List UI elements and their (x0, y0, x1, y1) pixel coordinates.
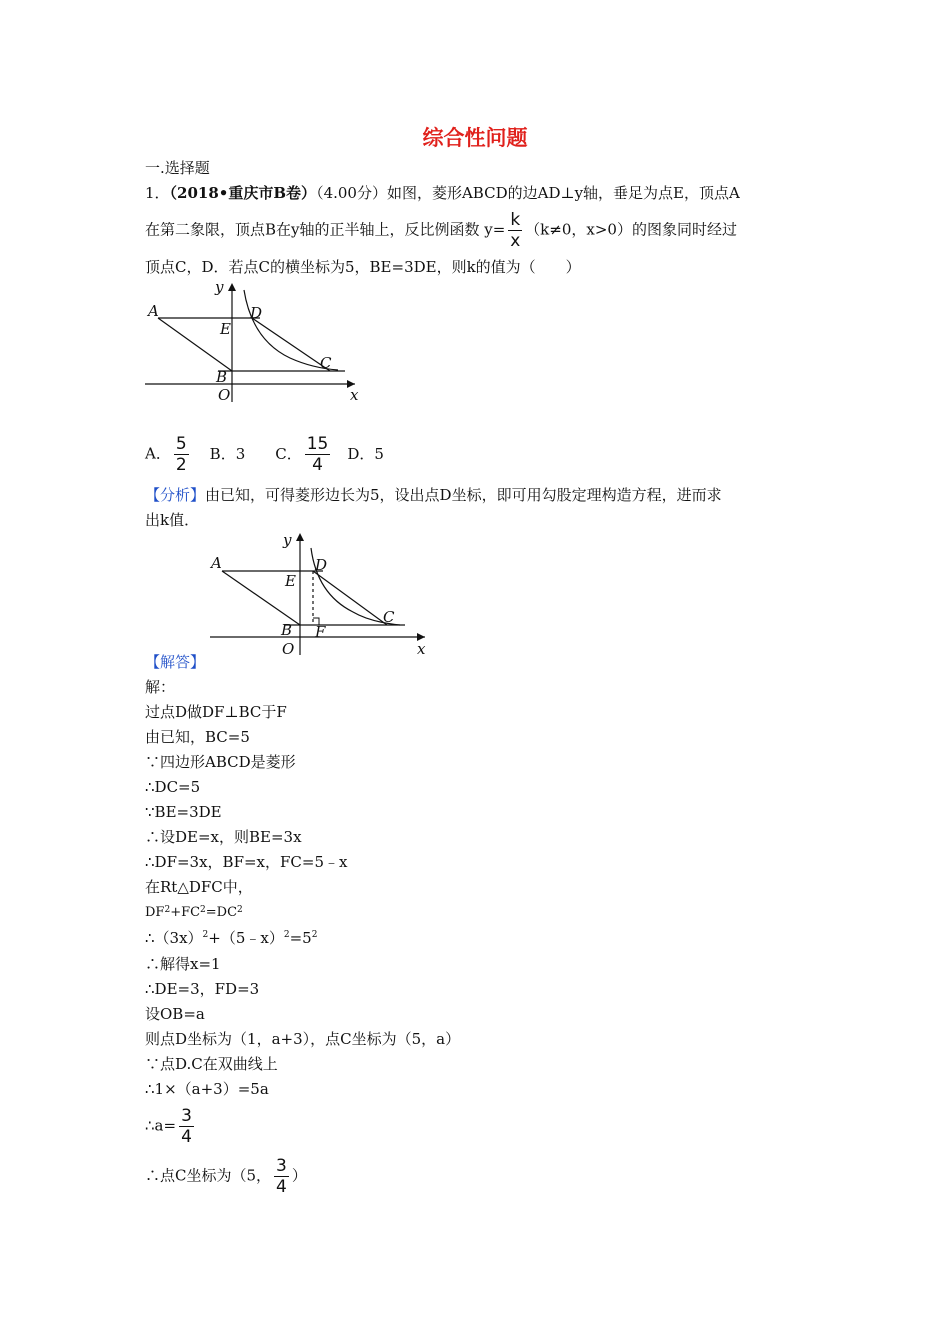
answer-line-2: 过点D做DF⊥BC于F (145, 703, 287, 721)
answer-line-3: 由已知，BC=5 (145, 728, 250, 746)
fraction-numerator: 3 (276, 1156, 287, 1176)
analysis-line-2: 出k值． (145, 511, 200, 529)
answer-line-5: ∴DC=5 (145, 778, 201, 796)
label-e: E (285, 572, 296, 590)
label-e: E (220, 320, 231, 338)
option-c-fraction (305, 434, 331, 475)
label-b: B (216, 368, 228, 386)
section-heading: 一.选择题 (145, 159, 210, 177)
option-c-label[interactable]: C． (275, 444, 302, 463)
fraction-k-over-x (508, 210, 522, 251)
answer-line-6: ∵BE=3DE (145, 803, 222, 821)
a-value-line (145, 1106, 197, 1147)
fraction-denominator: x (510, 231, 521, 251)
label-x: x (350, 386, 359, 404)
question-source: （2018•重庆市B卷） (169, 184, 317, 202)
label-y: y (215, 280, 224, 296)
label-c: C (320, 354, 332, 372)
superscript: 2 (164, 905, 171, 915)
side-dc (252, 318, 330, 371)
fraction-denominator: 4 (181, 1127, 192, 1147)
answer-line-15: ∴1×（a+3）=5a (145, 1080, 269, 1098)
answer-tag: 【解答】 (145, 653, 206, 671)
eq-part: ∴a= (145, 1116, 177, 1135)
answer-line-4: ∵四边形ABCD是菱形 (145, 753, 296, 771)
fraction-denominator: 4 (312, 455, 323, 475)
question-score: （4.00分） (316, 184, 387, 202)
option-a-fraction (174, 434, 189, 475)
superscript: 2 (202, 930, 209, 940)
fraction-numerator: 3 (181, 1106, 192, 1126)
fraction-numerator: 15 (306, 434, 329, 454)
option-d[interactable]: D．5 (347, 444, 384, 463)
superscript: 2 (283, 930, 290, 940)
superscript: 2 (237, 905, 243, 915)
label-o: O (282, 640, 295, 658)
figure-2 (205, 530, 437, 658)
eq-part: +FC (170, 905, 201, 920)
question-1-line-2 (145, 210, 737, 251)
fraction-3-4 (179, 1106, 194, 1147)
question-1-line-3: 顶点C，D．若点C的横坐标为5，BE=3DE，则k的值为（ ） (145, 258, 581, 276)
fraction-denominator: 4 (276, 1177, 287, 1197)
substituted-equation (145, 928, 317, 948)
eq-part: +（5﹣x） (208, 929, 284, 947)
question-number: 1． (145, 184, 170, 202)
eq-part: DF (145, 905, 165, 920)
label-y: y (283, 531, 292, 549)
option-a-label[interactable]: A． (145, 444, 171, 463)
answer-line-14: ∵点D.C在双曲线上 (145, 1055, 278, 1073)
question-text: 在第二象限，顶点B在y轴的正半轴上，反比例函数 y= (145, 220, 506, 239)
fraction-denominator: 2 (175, 455, 187, 475)
answer-line-11: ∴DE=3，FD=3 (145, 980, 260, 998)
label-f: F (315, 623, 326, 641)
label-a: A (211, 554, 222, 572)
c-coordinate-line (145, 1156, 307, 1197)
option-b[interactable]: B．3 (209, 444, 246, 463)
question-text: 如图，菱形ABCD的边AD⊥y轴，垂足为点E，顶点A (386, 184, 740, 202)
page-title: 综合性问题 (422, 126, 528, 150)
label-c: C (383, 608, 395, 626)
label-d: D (315, 556, 328, 574)
side-dc (313, 571, 387, 625)
label-x: x (417, 640, 426, 658)
answer-options (145, 434, 384, 475)
fraction-numerator: 5 (175, 434, 187, 454)
label-o: O (218, 386, 231, 404)
question-1-line-1 (145, 183, 740, 203)
analysis-tag: 【分析】 (145, 486, 206, 504)
question-text: （k≠0，x>0）的图象同时经过 (525, 220, 737, 239)
answer-line-7: ∴设DE=x，则BE=3x (145, 828, 302, 846)
analysis-line-1 (145, 485, 722, 505)
eq-part: ∴点C坐标为（5， (145, 1166, 272, 1185)
superscript: 2 (200, 905, 206, 915)
superscript: 2 (311, 930, 318, 940)
figure-1 (140, 280, 370, 405)
label-a: A (148, 302, 159, 320)
eq-part: =5 (289, 929, 312, 947)
fraction-numerator: k (510, 210, 521, 230)
analysis-text: 由已知，可得菱形边长为5，设出点D坐标，即可用勾股定理构造方程，进而求 (205, 486, 722, 504)
fraction-3-4 (274, 1156, 289, 1197)
label-b: B (281, 621, 293, 639)
label-d: D (250, 304, 263, 322)
answer-line-1: 解： (145, 678, 176, 696)
eq-part: ） (291, 1166, 307, 1185)
eq-part: ∴（3x） (145, 929, 203, 947)
answer-line-8: ∴DF=3x，BF=x，FC=5﹣x (145, 853, 348, 871)
eq-part: =DC (205, 905, 238, 920)
answer-line-9: 在Rt△DFC中， (145, 878, 253, 896)
answer-line-12: 设OB=a (145, 1005, 205, 1023)
pythagorean-equation (145, 903, 243, 923)
answer-line-10: ∴解得x=1 (145, 955, 221, 973)
answer-line-13: 则点D坐标为（1，a+3），点C坐标为（5，a） (145, 1030, 461, 1048)
